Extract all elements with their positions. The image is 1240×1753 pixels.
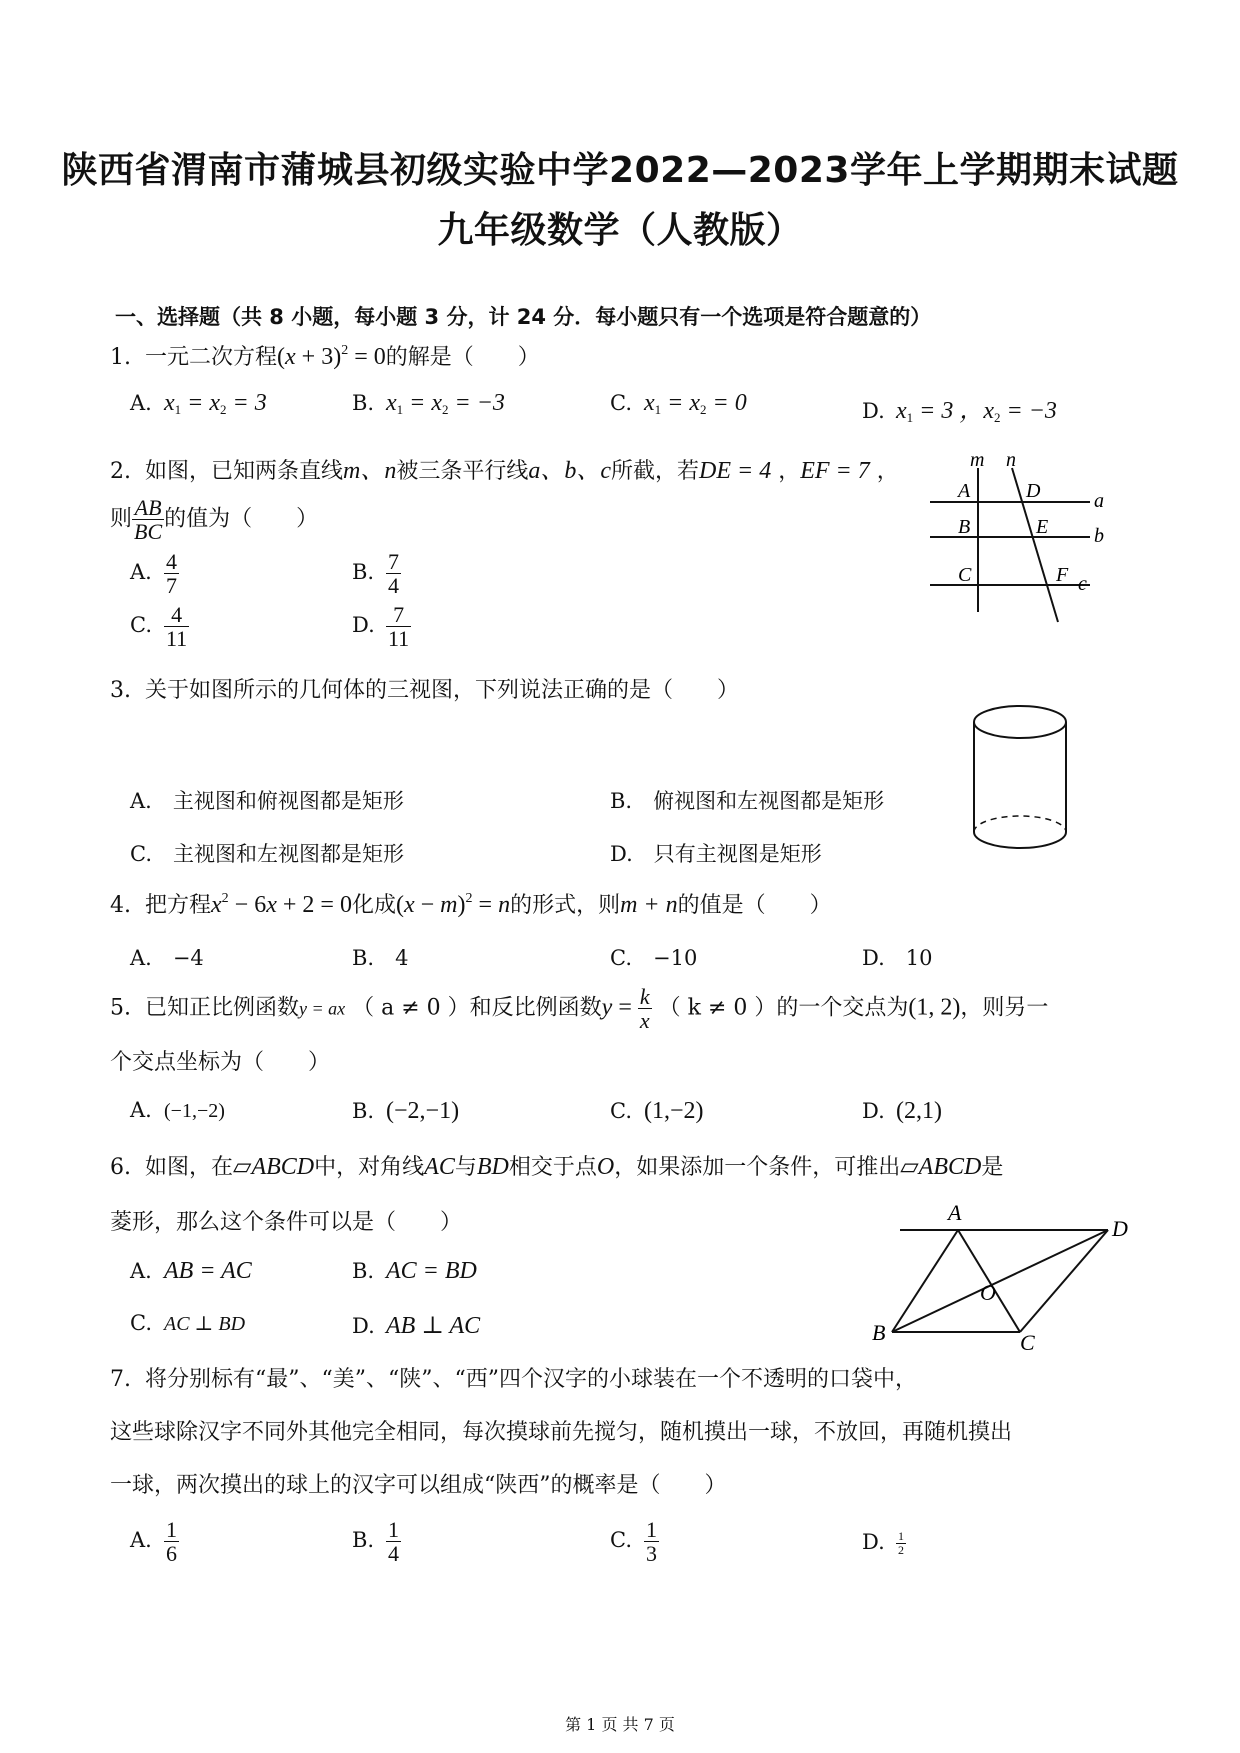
label-F: F [1056,564,1069,586]
question-3: 3. 关于如图所示的几何体的三视图，下列说法正确的是（ ） [110,678,740,703]
question-4: 4. 把方程$x^2 - 6x + 2 = 0$化成$(x - m)^2 = n$的形式，则m + n的值是（ ） [110,891,832,918]
label-B: B [958,516,971,538]
parallel-lines-figure [930,450,1110,630]
question-7: 7. 将分别标有“最”、“美”、“陕”、“西”四个汉字的小球装在一个不透明的口袋中， [110,1367,917,1392]
label-C: C [1020,1330,1035,1350]
exam-subtitle: 九年级数学（人教版） [437,210,803,251]
option-d: D. (2,1) [862,1098,942,1124]
label-n: n [1006,450,1016,471]
question-2: 2. 如图，已知两条直线m、n被三条平行线a、b、c所截，若DE = 4 ，EF = 7 ， [110,458,899,484]
option-c: C. $\frac{4}{11}$ [130,602,188,652]
label-b: b [1094,525,1104,547]
parallelogram-figure [850,1200,1140,1350]
question-text: 一元二次方程 [145,345,278,370]
option-d: D. $x_1 = 3$ ，$x_2 = -3$ [862,398,1057,425]
question-text: 的解是（ ） [385,345,540,370]
option-c: C. −10 [610,946,698,970]
label-B: B [872,1320,886,1345]
question-6: 6. 如图，在▱ABCD中，对角线AC与BD相交于点O，如果添加一个条件，可推出▱ABCD是 [110,1154,1004,1180]
option-b: B. $\frac{7}{4}$ [352,549,399,599]
label-C: C [958,564,972,586]
question-7-line2: 这些球除汉字不同外其他完全相同，每次摸球前先搅匀，随机摸出一球，不放回，再随机摸出 [110,1420,1013,1445]
question-2-line2: 则 $\frac{AB}{BC}$ 的值为（ ） [110,495,319,545]
label-O: O [980,1280,996,1305]
label-a: a [1094,490,1104,512]
label-D: D [1112,1216,1128,1241]
option-b: B. $x_1 = x_2 = -3$ [352,390,505,417]
option-a: A. $x_1 = x_2 = 3$ [130,390,267,417]
option-a: A. −4 [130,946,204,970]
question-1 [110,340,540,371]
option-d: D. AB ⊥ AC [352,1313,481,1339]
label-m: m [970,450,985,471]
question-number: 1. [110,345,131,370]
option-a: A. $\frac{1}{6}$ [130,1517,177,1567]
equation: $(x + 3)^2 = 0$ [277,343,386,370]
option-a: A. (−1,−2) [130,1098,225,1122]
option-c: C. AC ⊥ BD [130,1311,246,1335]
exam-title: 陕西省渭南市蒲城县初级实验中学2022—2023学年上学期期末试题 [61,150,1179,191]
option-b: B. AC = BD [352,1258,477,1284]
option-a: A. 主视图和俯视图都是矩形 [130,789,404,813]
option-b: B. 俯视图和左视图都是矩形 [610,789,885,813]
option-b: B. 4 [352,946,409,970]
option-d: D. 只有主视图是矩形 [610,842,822,866]
label-A: A [958,480,971,502]
question-5: 5. 已知正比例函数y = ax （ a ≠ 0 ）和反比例函数y = $\frac{k}{x}$ （ k ≠ 0 ）的一个交点为(1, 2)，则另一 [110,984,1049,1034]
page-footer: 第 1 页 共 7 页 [565,1715,675,1734]
label-c: c [1078,573,1087,595]
question-6-line2: 菱形，那么这个条件可以是（ ） [110,1210,463,1235]
option-c: C. 主视图和左视图都是矩形 [130,842,404,866]
option-b: B. (−2,−1) [352,1098,460,1124]
cylinder-figure [970,700,1090,860]
option-d: D. $\frac{7}{11}$ [352,602,410,652]
label-D: D [1026,480,1041,502]
question-7-line3: 一球，两次摸出的球上的汉字可以组成“陕西”的概率是（ ） [110,1473,727,1498]
option-d: D. 10 [862,946,933,970]
option-a: A. $\frac{4}{7}$ [130,549,177,599]
option-c: C. $x_1 = x_2 = 0$ [610,390,747,417]
section-heading-choice: 一、选择题（共 8 小题，每小题 3 分，计 24 分．每小题只有一个选项是符合题意的） [115,305,932,329]
option-c: C. (1,−2) [610,1098,704,1124]
option-c: C. $\frac{1}{3}$ [610,1517,657,1567]
option-b: B. $\frac{1}{4}$ [352,1517,399,1567]
question-5-line2: 个交点坐标为（ ） [110,1050,331,1075]
label-E: E [1036,516,1049,538]
option-d: D. $\frac{1}{2}$ [862,1529,904,1557]
label-A: A [948,1200,962,1225]
option-a: A. AB = AC [130,1258,252,1284]
